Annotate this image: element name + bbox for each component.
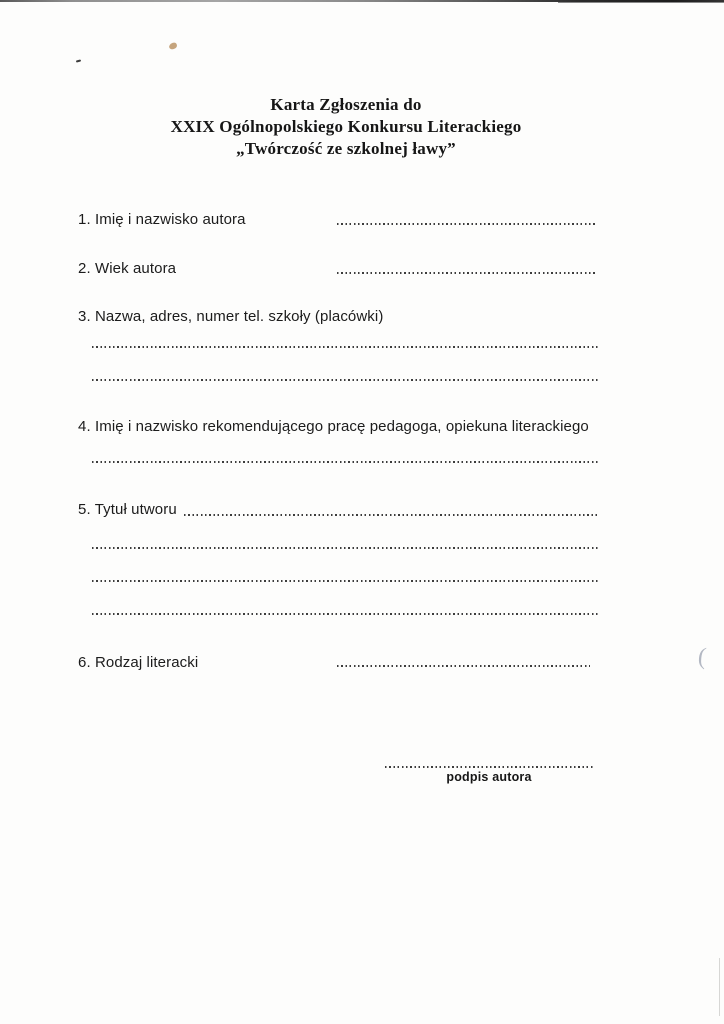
scan-speck	[168, 42, 178, 50]
field-2-dotted-line	[337, 272, 595, 274]
field-2-label: 2. Wiek autora	[78, 260, 177, 277]
scan-right-edge-line	[719, 958, 720, 1016]
signature-dotted-line	[385, 766, 593, 768]
field-5-dotted-line-1	[92, 547, 600, 549]
field-5-row	[78, 501, 599, 518]
field-5-dotted-line-2	[92, 580, 600, 582]
scan-paren-artifact: (	[696, 643, 708, 671]
form-title-line-3: „Twórczość ze szkolnej ławy”	[236, 139, 456, 158]
field-5-dotted-line-inline	[184, 514, 599, 516]
field-6-dotted-line	[337, 665, 590, 667]
field-4-dotted-line	[92, 461, 600, 463]
field-3-dotted-line-1	[92, 346, 600, 348]
field-4-label: 4. Imię i nazwisko rekomendującego pracę pedagoga, opiekuna literackiego	[78, 418, 589, 435]
field-5-label: 5. Tytuł utworu	[78, 501, 177, 518]
field-5-dotted-line-3	[92, 613, 600, 615]
field-1-label: 1. Imię i nazwisko autora	[78, 211, 246, 228]
form-title-line-2: XXIX Ogólnopolskiego Konkursu Literackiego	[170, 117, 522, 136]
field-1-dotted-line	[337, 223, 595, 225]
field-3-dotted-line-2	[92, 379, 600, 381]
field-6-label: 6. Rodzaj literacki	[78, 654, 199, 671]
form-title-line-1: Karta Zgłoszenia do	[270, 95, 422, 114]
field-3-label: 3. Nazwa, adres, numer tel. szkoły (placówki)	[78, 308, 384, 325]
form-title	[36, 94, 656, 160]
scan-dash-mark	[76, 59, 81, 62]
scan-edge-dark-segment	[558, 2, 724, 3]
signature-caption: podpis autora	[446, 770, 532, 784]
